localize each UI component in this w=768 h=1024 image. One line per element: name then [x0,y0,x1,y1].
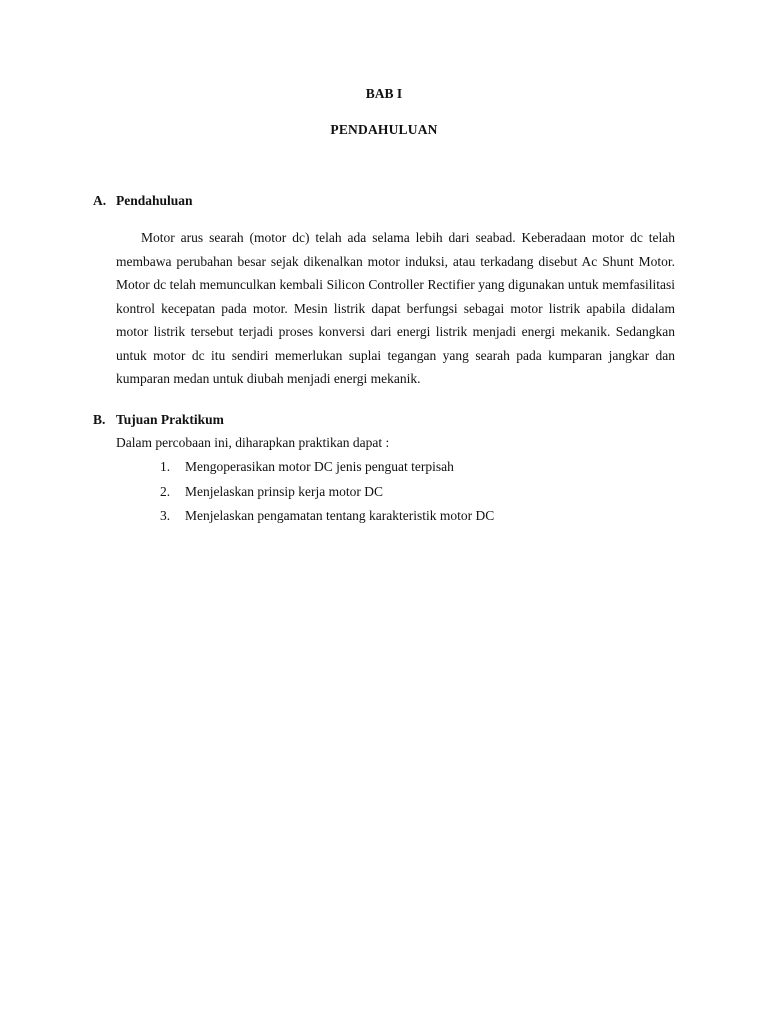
section-b-heading [93,412,224,428]
list-item [160,508,680,524]
chapter-title: PENDAHULUAN [330,122,438,137]
chapter-number: BAB I [365,86,403,101]
section-b-title: Tujuan Praktikum [116,412,224,427]
list-item-text: Menjelaskan pengamatan tentang karakteristik motor DC [185,508,495,523]
section-b-letter: B. [93,412,106,427]
list-item-number: 1. [160,459,171,474]
list-item-number: 3. [160,508,171,523]
list-item [160,459,680,475]
section-a-letter: A. [93,193,107,208]
section-a-heading [93,193,193,209]
list-item [160,484,680,500]
section-a-paragraph: Motor arus searah (motor dc) telah ada selama lebih dari seabad. Keberadaan motor dc telah membawa perubahan besar sejak dikenalkan motor induksi, atau terkadang disebut Ac Shunt Motor. Motor dc telah memunculkan kembali Silicon Controller Rectifier yang digunakan untuk memfasilitasi kontrol kecepatan pada motor. Mesin listrik dapat berfungsi sebagai motor listrik apabila didalam motor listrik tersebut terjadi proses konversi dari energi listrik menjadi energi mekanik. Sedangkan untuk motor dc itu sendiri memerlukan suplai tegangan yang searah pada kumparan jangkar dan kumparan medan untuk diubah menjadi energi mekanik. [116,230,675,386]
list-item-number: 2. [160,484,171,499]
list-item-text: Mengoperasikan motor DC jenis penguat terpisah [185,459,454,474]
list-item-text: Menjelaskan prinsip kerja motor DC [185,484,383,499]
section-b-intro: Dalam percobaan ini, diharapkan praktikan dapat : [116,435,390,450]
section-a-title: Pendahuluan [116,193,193,208]
